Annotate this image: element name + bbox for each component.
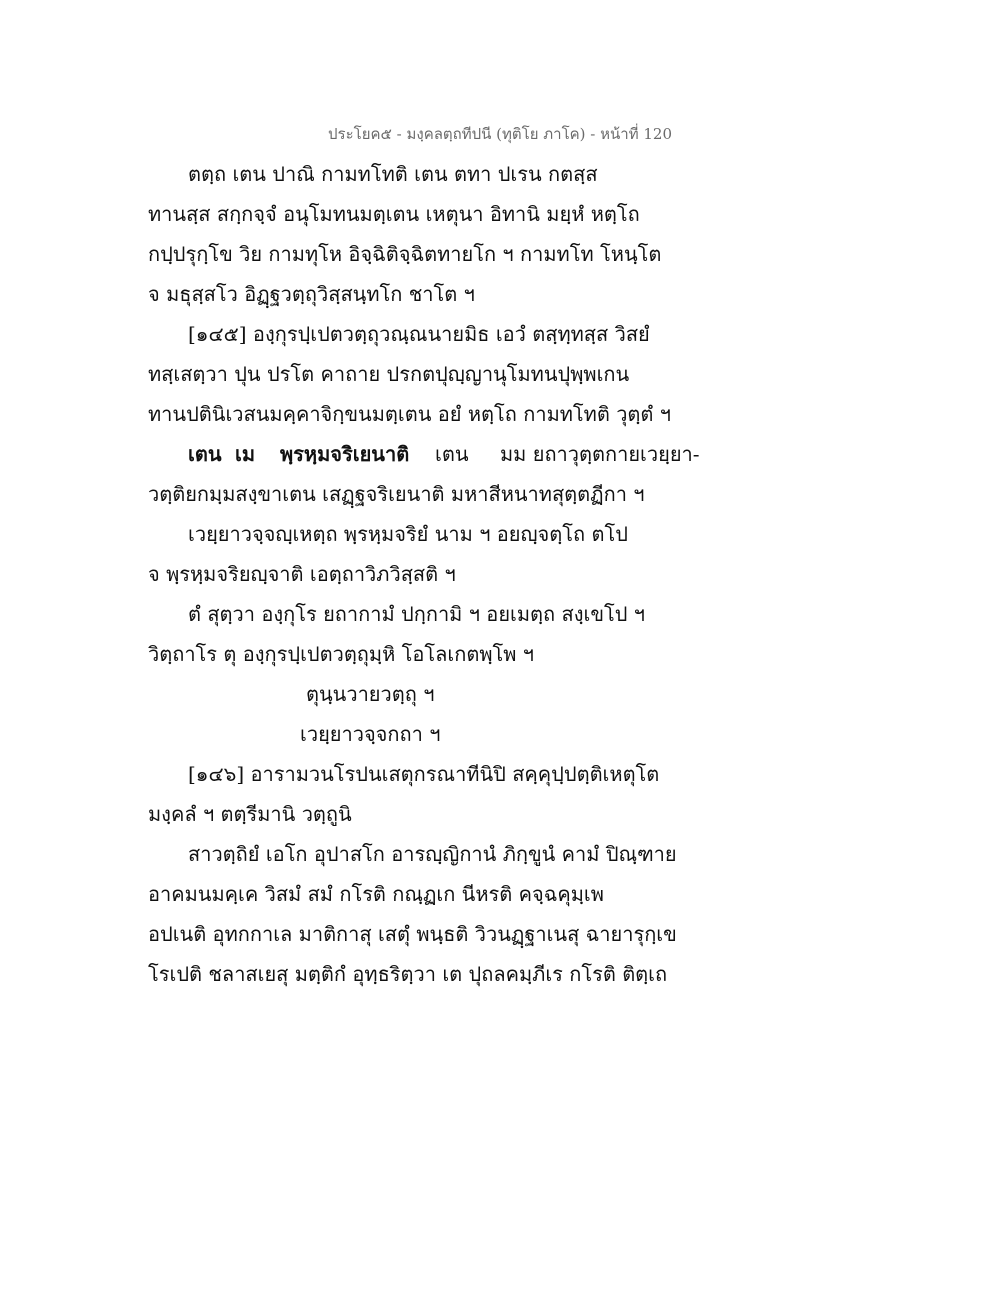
text-line: ตตฺถ เตน ปาณิ กามทโทติ เตน ตทา ปเรน กตสฺส	[188, 162, 598, 186]
text-line: มงฺคลํ ฯ ตตฺรีมานิ วตฺถูนิ	[148, 802, 352, 826]
text-line: ทสฺเสตฺวา ปุน ปรโต คาถาย ปรกตปุญฺญานุโมทนปุพฺพเกน	[148, 362, 630, 386]
running-header: ประโยค๕ - มงฺคลตฺถทีปนี (ทุติโย ภาโค) - หน้าที่ 120	[328, 125, 672, 143]
text-line: จ มธุสฺสโว อิฏฺฐวตฺถุวิสฺสนฺทโก ชาโต ฯ	[148, 282, 475, 306]
text-line: ตํ สุตฺวา องฺกุโร ยถากามํ ปกฺกามิ ฯ อยเมตฺถ สงฺเขโป ฯ	[188, 602, 646, 626]
section-end-label: ตุนฺนวายวตฺถุ ฯ	[306, 682, 435, 706]
paragraph-145-start: [๑๔๕] องฺกุรปฺเปตวตฺถุวณฺณนายมิธ เอวํ ตสฺทฺทสฺส วิสยํ	[188, 322, 650, 346]
text-line: สาวตฺถิยํ เอโก อุปาสโก อารญฺญิกานํ ภิกฺขูนํ คามํ ปิณฺฑาย	[188, 842, 677, 866]
text-line: กปฺปรุกฺโข วิย กามทุโห อิจฺฉิติจฺฉิตทายโก ฯ กามทโท โหนฺโต	[148, 242, 662, 266]
section-end-label: เวยฺยาวจฺจกถา ฯ	[300, 722, 441, 746]
text-line: โรเปติ ชลาสเยสุ มตฺติกํ อุทฺธริตฺวา เต ปุถลคมฺภีเร กโรติ ติตฺเถ	[148, 962, 668, 986]
bold-term: พฺรหฺมจริเยนาติ	[280, 442, 410, 466]
text-word: เตน	[435, 442, 469, 466]
paragraph-146-start: [๑๔๖] อารามวนโรปนเสตุกรณาทีนิปิ สคฺคุปฺปตฺติเหตุโต	[188, 762, 660, 786]
text-line: วิตฺถาโร ตุ องฺกุรปฺเปตวตฺถุมฺหิ โอโลเกตพฺโพ ฯ	[148, 642, 535, 666]
text-word: มม ยถาวุตฺตกายเวยฺยา-	[500, 442, 700, 466]
text-line: อปเนติ อุทกกาเล มาติกาสุ เสตุํ พนฺธติ วิวนฏฺฐาเนสุ ฉายารุกฺเข	[148, 922, 677, 946]
text-line: อาคมนมคฺเค วิสมํ สมํ กโรติ กณฺฏเก นีหรติ คจฺฉคุมฺเพ	[148, 882, 604, 906]
text-line: ทานสฺส สกฺกจฺจํ อนุโมทนมตฺเตน เหตุนา อิทานิ มยฺหํ หตฺโถ	[148, 202, 640, 226]
text-line: เวยฺยาวจฺจญฺเหตฺถ พฺรหฺมจริยํ นาม ฯ อยญฺจตฺโถ ตโป	[188, 522, 628, 546]
bold-term: เม	[235, 442, 256, 466]
text-line: วตฺติยกมฺมสงฺขาเตน เสฏฺฐจริเยนาติ มหาสีหนาทสุตฺตฏีกา ฯ	[148, 482, 645, 506]
text-line: จ พฺรหฺมจริยญฺจาติ เอตฺถาวิภวิสฺสติ ฯ	[148, 562, 456, 586]
bold-term: เตน	[188, 442, 222, 466]
text-line: ทานปตินิเวสนมคฺคาจิกฺขนมตฺเตน อยํ หตฺโถ กามทโทติ วุตฺตํ ฯ	[148, 402, 671, 426]
